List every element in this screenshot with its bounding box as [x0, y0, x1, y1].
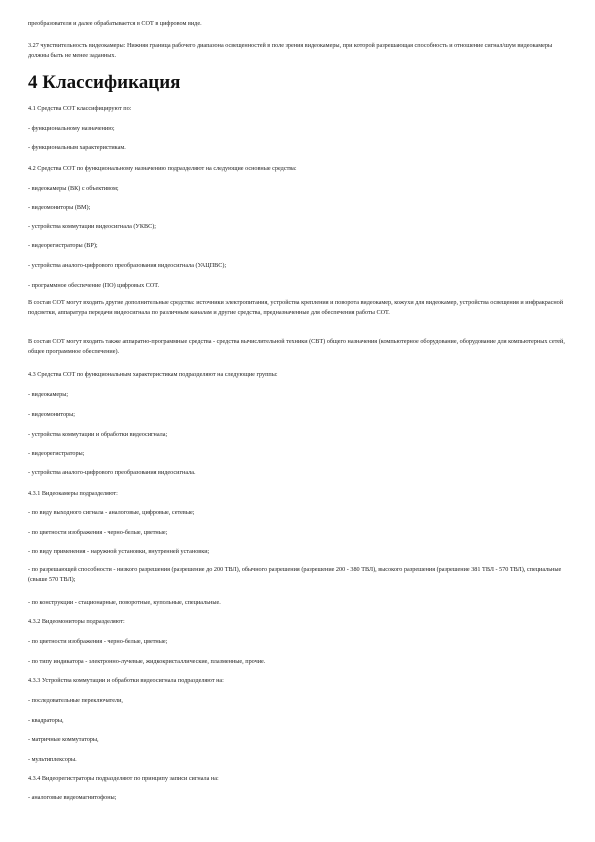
list-item: - видеокамеры;: [28, 391, 69, 398]
paragraph-additional-means: В состав СОТ могут входить другие дополнительные средства: источники электропитания, устройства крепления и поворота видеокамер, кожухи для видеокамер, устройства освещения и инфракрасной подсветки, аппаратура передачи видеосигнала по различным каналам и другие средства, предназначенные для обеспечения работы СОТ.: [28, 299, 564, 316]
list-item: - видеомониторы (ВМ);: [28, 204, 91, 211]
clause-4-3-3: 4.3.3 Устройства коммутации и обработки видеосигнала подразделяют на:: [28, 677, 224, 684]
list-item: - матричные коммутаторы,: [28, 736, 99, 743]
clause-4-1: 4.1 Средства СОТ классифицируют по:: [28, 105, 132, 112]
clause-4-3-4: 4.3.4 Видеорегистраторы подразделяют по принципу записи сигнала на:: [28, 775, 219, 782]
list-item: - по цветности изображения - черно-белые, цветные;: [28, 638, 168, 645]
list-item: - функциональному назначению;: [28, 125, 115, 132]
list-item: - по конструкции - стационарные, поворотные, купольные, специальные.: [28, 599, 221, 606]
clause-4-3: 4.3 Средства СОТ по функциональным характеристикам подразделяют на следующие группы:: [28, 371, 278, 378]
list-item: - устройства аналого-цифрового преобразования видеосигнала.: [28, 469, 196, 476]
list-item: - устройства коммутации видеосигнала (УКВС);: [28, 223, 156, 230]
clause-3-27: 3.27 чувствительность видеокамеры: Нижняя граница рабочего диапазона освещенностей в поле зрения видеокамеры, при которой разрешающая способность и отношение сигнал/шум видеокамеры должны быть не менее заданных.: [28, 42, 553, 59]
list-item: - видеорегистраторы (ВР);: [28, 242, 98, 249]
list-item: - по виду выходного сигнала - аналоговые, цифровые, сетевые;: [28, 509, 195, 516]
list-item: - видеорегистраторы;: [28, 450, 85, 457]
list-item: - квадраторы,: [28, 717, 64, 724]
section-heading: 4 Классификация: [28, 72, 181, 93]
list-item: - устройства аналого-цифрового преобразования видеосигнала (УАЦПВС);: [28, 262, 227, 269]
clause-4-3-1: 4.3.1 Видеокамеры подразделяют:: [28, 490, 118, 497]
list-item: - видеокамеры (ВК) с объективом;: [28, 185, 119, 192]
text-line-continuation: преобразователя и далее обрабатывается в СОТ в цифровом виде.: [28, 20, 202, 27]
list-item: - видеомониторы;: [28, 411, 76, 418]
list-item: - программное обеспечение (ПО) цифровых СОТ.: [28, 282, 160, 289]
paragraph-hardware-software: В состав СОТ могут входить также аппаратно-программные средства - средства вычислительной техники (СВТ) общего назначения (компьютерное оборудование, оборудование для компьютерных сетей, общее программное обеспечение).: [28, 338, 565, 355]
clause-4-3-2: 4.3.2 Видеомониторы подразделяют:: [28, 618, 125, 625]
list-item: - последовательные переключатели,: [28, 697, 123, 704]
clause-4-2: 4.2 Средства СОТ по функциональному назначению подразделяют на следующие основные средства:: [28, 165, 297, 172]
list-item: - мультиплексоры.: [28, 756, 77, 763]
list-item: - по цветности изображения - черно-белые, цветные;: [28, 529, 168, 536]
list-item: - по типу индикатора - электронно-лучевые, жидкокристаллические, плазменные, прочие.: [28, 658, 266, 665]
list-item: - аналоговые видеомагнитофоны;: [28, 794, 117, 801]
list-item: - устройства коммутации и обработки видеосигнала;: [28, 431, 168, 438]
list-item: - функциональным характеристикам.: [28, 144, 126, 151]
list-item: - по виду применения - наружной установки, внутренней установки;: [28, 548, 210, 555]
list-item: - по разрешающей способности - низкого разрешения (разрешение до 200 ТВЛ), обычного разрешения (разрешение 200 - 380 ТВЛ), высокого разрешения (разрешение 381 ТВЛ - 570 ТВЛ), специальные (свыше 570 ТВЛ);: [28, 566, 562, 583]
